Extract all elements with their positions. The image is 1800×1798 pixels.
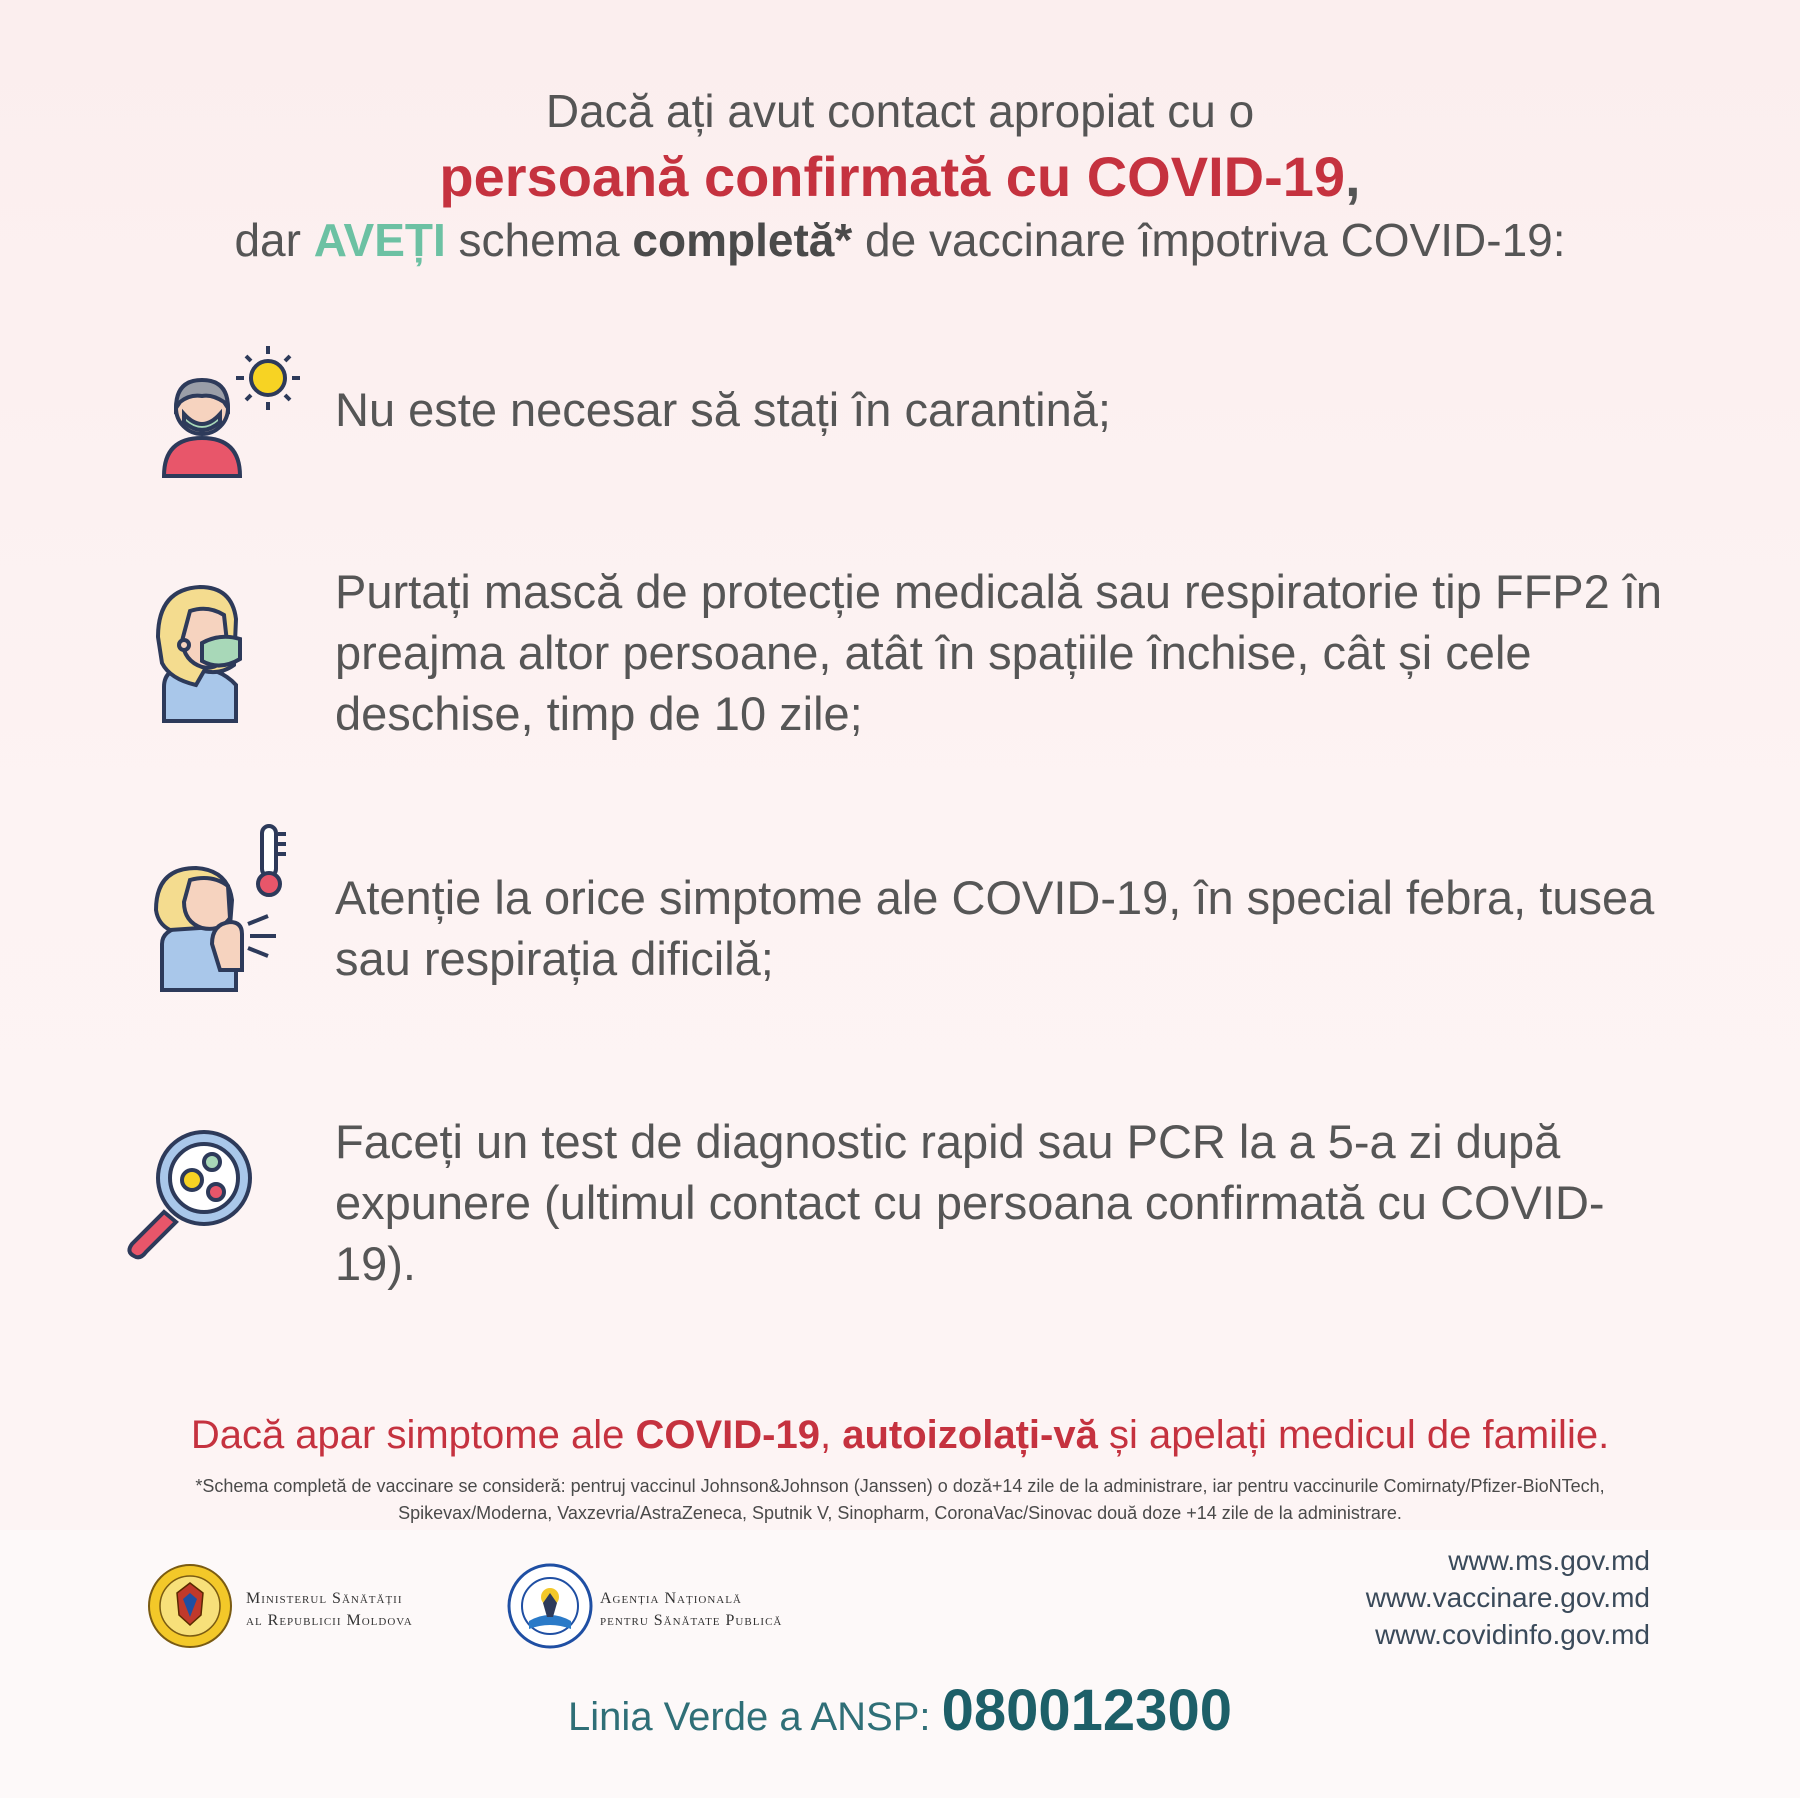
hotline-label: Linia Verde a ANSP:	[568, 1695, 931, 1739]
hotline	[0, 1677, 1800, 1744]
ministry-line-2: al Republicii Moldova	[246, 1612, 413, 1629]
warning-comma: ,	[819, 1413, 832, 1457]
warning-post: și apelați medicul de familie.	[1108, 1413, 1610, 1457]
person-sun-icon	[150, 340, 310, 480]
header-completa-bold: completă*	[632, 214, 853, 266]
agency-seal-icon	[507, 1563, 593, 1649]
agency-name	[600, 1588, 782, 1632]
warning-pre: Dacă apar simptome ale	[190, 1413, 625, 1457]
warning-line	[0, 1413, 1800, 1458]
item-text-1: Nu este necesar să stați în carantină;	[335, 383, 1111, 436]
ministry-seal-icon	[147, 1563, 233, 1649]
header-line3-pre: dar	[234, 214, 301, 266]
header-line3-post: de vaccinare împotriva COVID-19:	[865, 214, 1566, 266]
agency-line-2: pentru Sănătate Publică	[600, 1612, 783, 1629]
header-line-2	[0, 144, 1800, 209]
ministry-line-1: Ministerul Sănătății	[246, 1590, 403, 1607]
magnifier-test-icon	[118, 1120, 258, 1260]
header-comma: ,	[1345, 145, 1361, 208]
url-covidinfo[interactable]: www.covidinfo.gov.md	[1375, 1619, 1650, 1650]
agency-line-1: Agenția Națională	[600, 1590, 742, 1607]
header-avet-green: AVEȚI	[313, 214, 446, 266]
url-ms[interactable]: www.ms.gov.md	[1448, 1545, 1650, 1576]
person-mask-icon	[150, 575, 250, 725]
header-line-3	[0, 213, 1800, 267]
item-text-3: Atenție la orice simptome ale COVID-19, în special febra, tusea sau respirația dificilă;	[335, 871, 1655, 985]
item-text-4: Faceți un test de diagnostic rapid sau PCR la a 5-a zi după expunere (ultimul contact cu persoana confirmată cu COVID-19).	[335, 1115, 1605, 1290]
header-line-1: Dacă ați avut contact apropiat cu o	[545, 85, 1255, 137]
item-text-2: Purtați mască de protecție medicală sau respiratorie tip FFP2 în preajma altor persoane, atât în spațiile închise, cât și cele deschise, timp de 10 zile;	[335, 565, 1663, 740]
person-cough-thermometer-icon	[150, 820, 300, 995]
header-line3-mid: schema	[458, 214, 620, 266]
url-vaccinare[interactable]: www.vaccinare.gov.md	[1365, 1582, 1650, 1613]
warning-covid: COVID-19	[635, 1413, 820, 1457]
header-highlight: persoană confirmată cu COVID-19	[439, 145, 1346, 208]
hotline-number[interactable]: 080012300	[941, 1678, 1232, 1743]
warning-isolate: autoizolați-vă	[842, 1413, 1098, 1457]
ministry-name	[246, 1588, 413, 1632]
vaccination-footnote: *Schema completă de vaccinare se consideră: pentruj vaccinul Johnson&Johnson (Janssen) o doză+14 zile de la administrare, iar pentru vaccinurile Comirnaty/Pfizer-BioNTech, Spikevax/Moderna, Vaxzevria/AstraZeneca, Sputnik V, Sinopharm, CoronaVac/Sinovac două doze +14 zile de la administrare.	[195, 1476, 1605, 1523]
